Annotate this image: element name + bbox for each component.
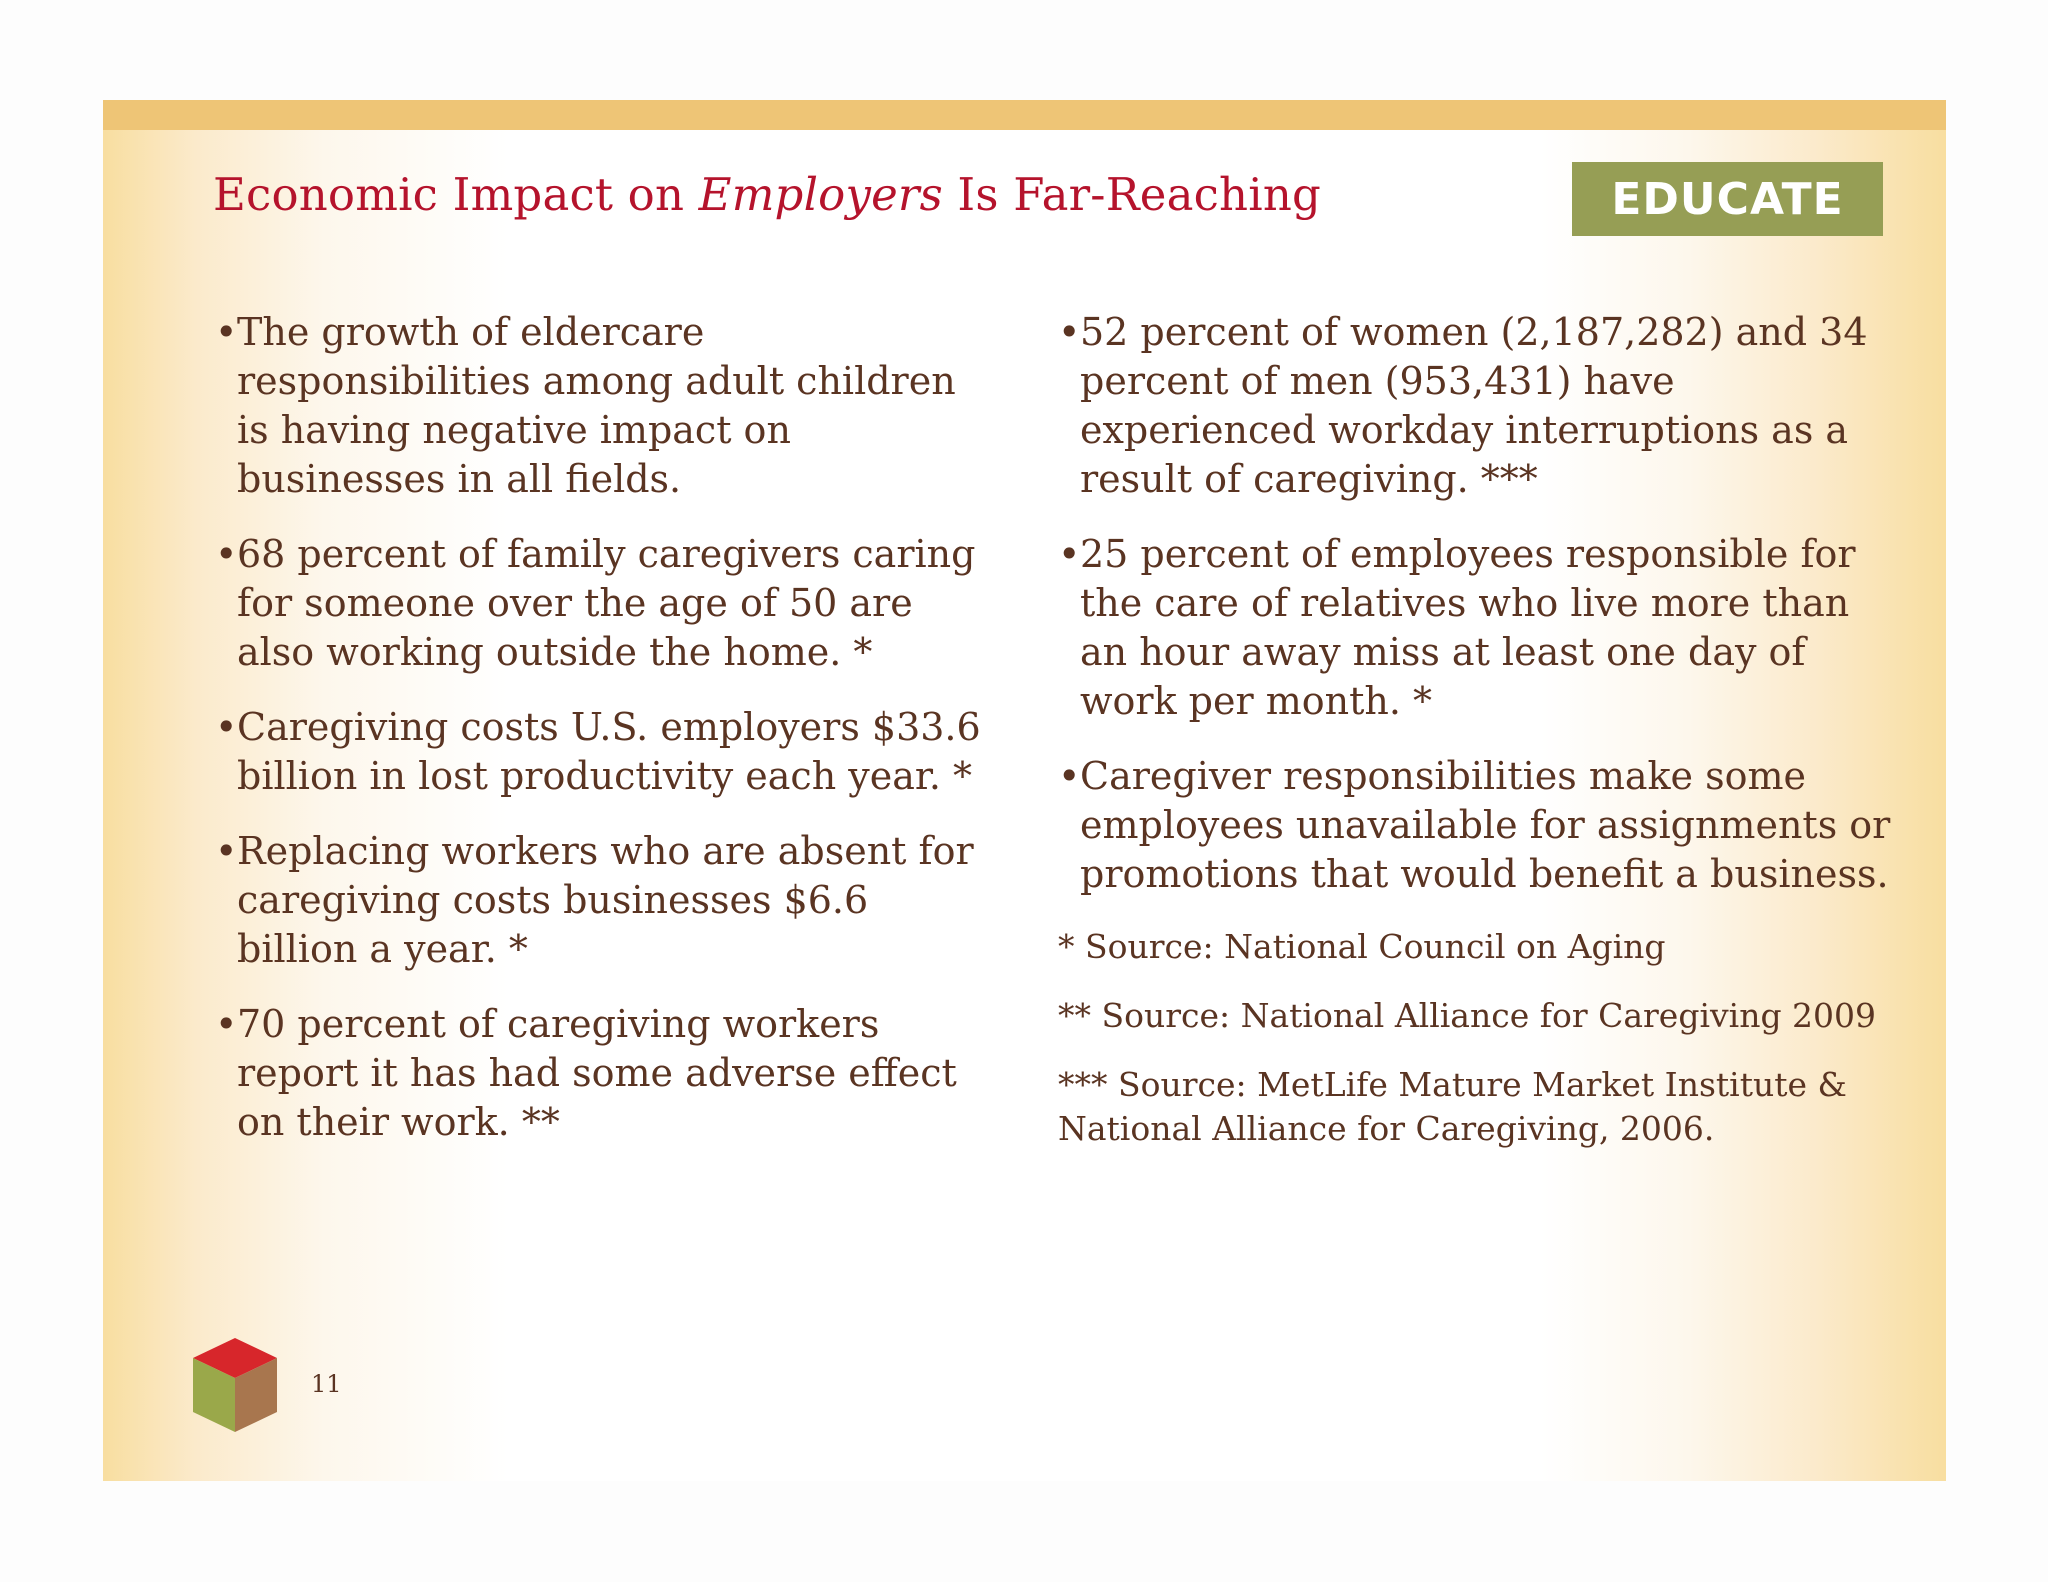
bullet-item — [1058, 308, 1903, 504]
right-column — [1058, 308, 1903, 1176]
bullet-dot: • — [215, 1002, 238, 1046]
title-text-emphasis: Employers — [698, 168, 943, 221]
top-accent-bar — [103, 100, 1946, 130]
bullet-text: 70 percent of caregiving workers report it has had some adverse effect on their work. ** — [237, 1002, 957, 1144]
slide-title — [213, 168, 1321, 221]
source-note: *** Source: MetLife Mature Market Institute & National Alliance for Caregiving, 2006. — [1058, 1065, 1847, 1148]
title-text-after: Is Far-Reaching — [942, 168, 1322, 221]
bullet-item — [215, 827, 995, 974]
bullet-text: The growth of eldercare responsibilities among adult children is having negative impact on businesses in all fields. — [237, 310, 956, 501]
title-text-before: Economic Impact on — [213, 168, 699, 221]
bullet-text: 25 percent of employees responsible for the care of relatives who live more than an hour away miss at least one day of work per month. * — [1080, 532, 1856, 723]
source-note: * Source: National Council on Aging — [1058, 927, 1666, 966]
page-number: 11 — [311, 1370, 342, 1398]
bullet-dot: • — [215, 532, 238, 576]
slide — [103, 100, 1946, 1481]
bullet-item — [215, 308, 995, 504]
bullet-item — [215, 530, 995, 677]
bullet-dot: • — [215, 829, 238, 873]
bullet-dot: • — [215, 310, 238, 354]
bullet-text: 52 percent of women (2,187,282) and 34 percent of men (953,431) have experienced workday interruptions as a result of caregiving. *** — [1080, 310, 1868, 501]
bullet-dot: • — [215, 705, 238, 749]
bullet-item — [215, 1000, 995, 1147]
educate-badge: EDUCATE — [1572, 162, 1883, 236]
bullet-item — [215, 703, 995, 801]
cube-logo-icon — [193, 1338, 277, 1432]
source-note: ** Source: National Alliance for Caregiving 2009 — [1058, 996, 1877, 1035]
bullet-dot: • — [1058, 532, 1081, 576]
bullet-dot: • — [1058, 310, 1081, 354]
bullet-item — [1058, 530, 1903, 726]
bullet-text: 68 percent of family caregivers caring for someone over the age of 50 are also working outside the home. * — [237, 532, 976, 674]
bullet-text: Replacing workers who are absent for caregiving costs businesses $6.6 billion a year. * — [237, 829, 974, 971]
bullet-dot: • — [1058, 754, 1081, 798]
left-column — [215, 308, 995, 1173]
bullet-text: Caregiver responsibilities make some employees unavailable for assignments or promotions that would benefit a business. — [1080, 754, 1891, 896]
bullet-text: Caregiving costs U.S. employers $33.6 billion in lost productivity each year. * — [237, 705, 981, 798]
bullet-item — [1058, 752, 1903, 899]
